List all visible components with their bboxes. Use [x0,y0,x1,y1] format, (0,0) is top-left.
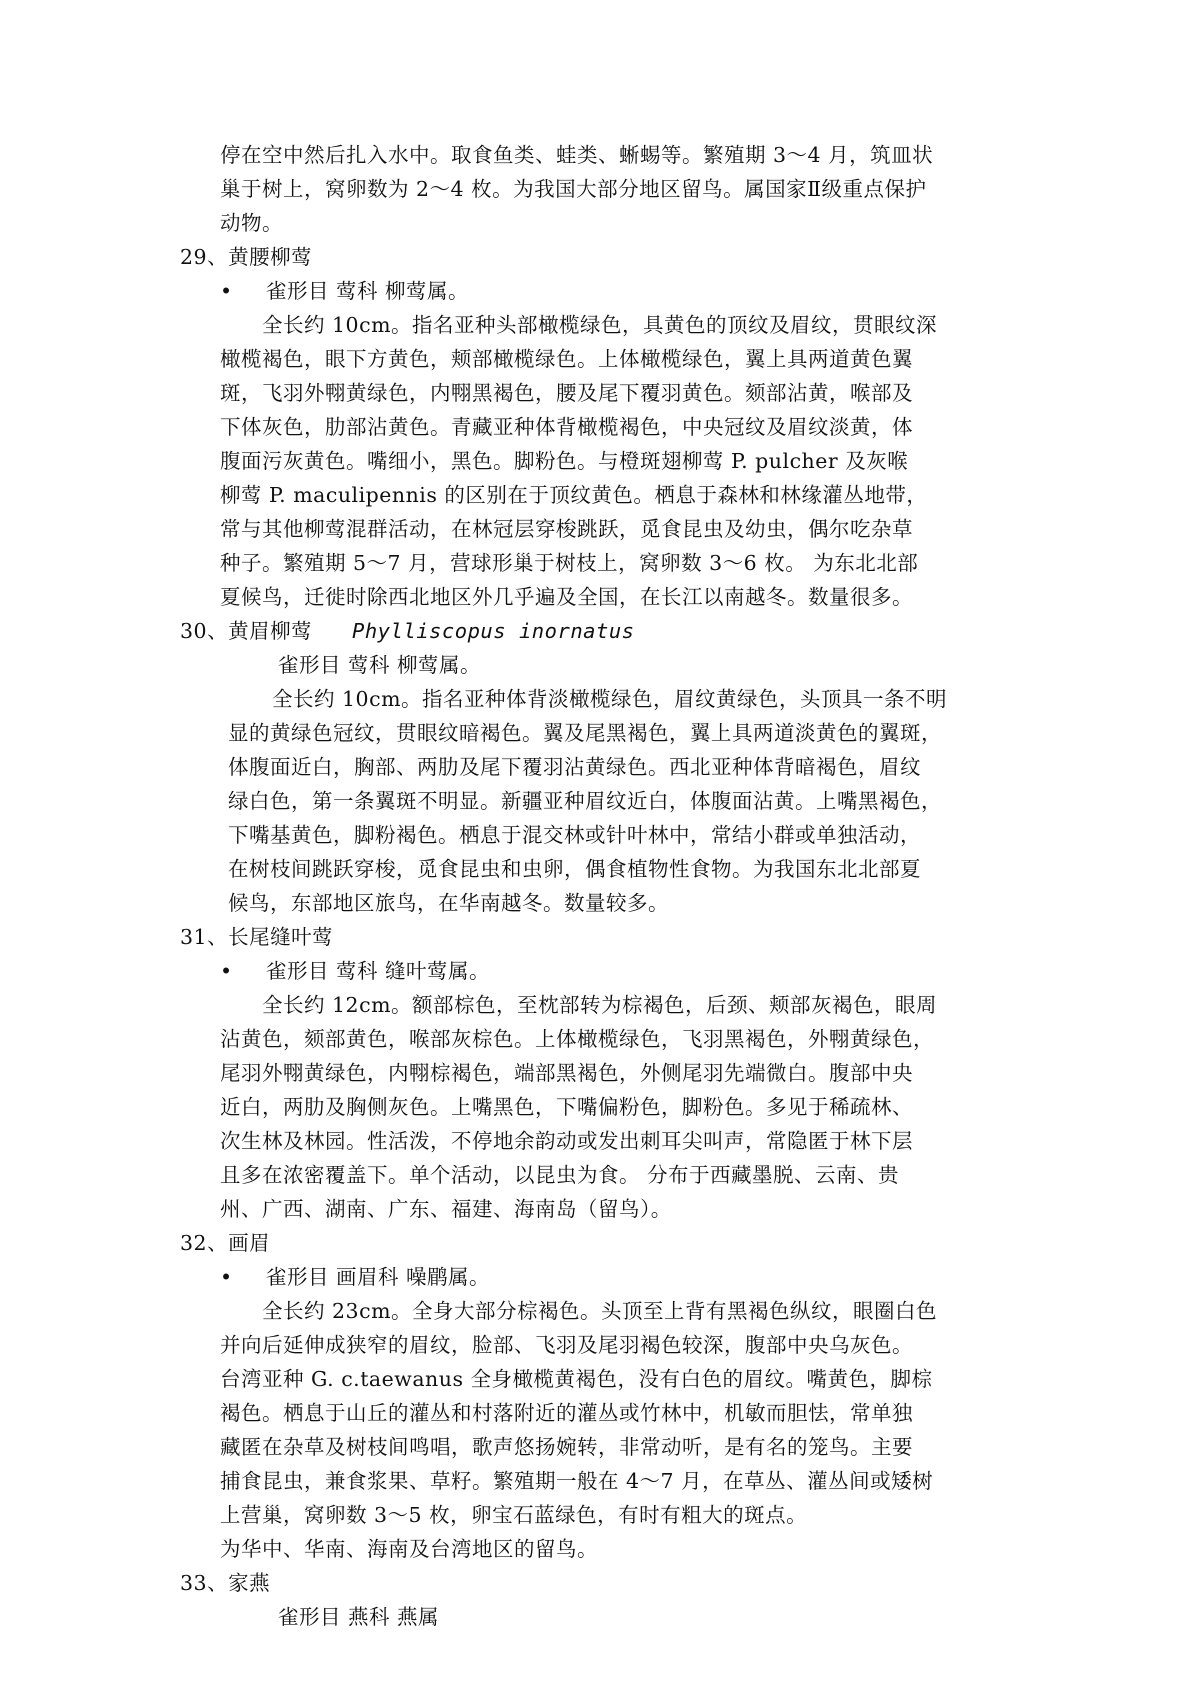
paragraph-line: 全长约 12cm。额部棕色，至枕部转为棕褐色，后颈、颊部灰褐色，眼周 [262,993,938,1017]
paragraph-line: 常与其他柳莺混群活动，在林冠层穿梭跳跃，觅食昆虫及幼虫，偶尔吃杂草 [220,517,913,541]
paragraph-line: 橄榄褐色，眼下方黄色，颊部橄榄绿色。上体橄榄绿色，翼上具两道黄色翼 [220,347,913,371]
paragraph-line: 并向后延伸成狭窄的眉纹，脸部、飞羽及尾羽褐色较深，腹部中央乌灰色。 [220,1333,913,1357]
paragraph-line: 在树枝间跳跃穿梭，觅食昆虫和虫卵，偶食植物性食物。为我国东北北部夏 [228,857,921,881]
paragraph-line: 显的黄绿色冠纹，贯眼纹暗褐色。翼及尾黑褐色，翼上具两道淡黄色的翼斑， [228,721,942,745]
paragraph-line: 种子。繁殖期 5～7 月，营球形巢于树枝上，窝卵数 3～6 枚。 为东北北部 [220,551,919,575]
paragraph-line: 上营巢，窝卵数 3～5 枚，卵宝石蓝绿色，有时有粗大的斑点。 [220,1503,808,1527]
paragraph-line: 绿白色，第一条翼斑不明显。新疆亚种眉纹近白，体腹面沾黄。上嘴黑褐色， [228,789,942,813]
paragraph-line: 斑，飞羽外翈黄绿色，内翈黑褐色，腰及尾下覆羽黄色。颏部沾黄，喉部及 [220,381,913,405]
paragraph-line: 柳莺 P. maculipennis 的区别在于顶纹黄色。栖息于森林和林缘灌丛地带， [220,483,928,507]
paragraph-line: 体腹面近白，胸部、两肋及尾下覆羽沾黄绿色。西北亚种体背暗褐色，眉纹 [228,755,921,779]
bullet-marker: • [220,959,233,983]
paragraph-line: 捕食昆虫，兼食浆果、草籽。繁殖期一般在 4～7 月，在草丛、灌丛间或矮树 [220,1469,934,1493]
paragraph-line: 下体灰色，肋部沾黄色。青藏亚种体背橄榄褐色，中央冠纹及眉纹淡黄，体 [220,415,913,439]
taxonomy-line: 雀形目 画眉科 噪鹛属。 [266,1265,491,1289]
paragraph-line: 巢于树上，窝卵数为 2～4 枚。为我国大部分地区留鸟。属国家Ⅱ级重点保护 [220,177,927,201]
paragraph-line: 全长约 23cm。全身大部分棕褐色。头顶至上背有黑褐色纵纹，眼圈白色 [262,1299,938,1323]
paragraph-line: 腹面污灰黄色。嘴细小，黑色。脚粉色。与橙斑翅柳莺 P. pulcher 及灰喉 [220,449,909,473]
taxonomy-line: 雀形目 莺科 柳莺属。 [266,279,470,303]
paragraph-line: 州、广西、湖南、广东、福建、海南岛（留鸟）。 [220,1197,672,1221]
paragraph-line: 次生林及林园。性活泼，不停地余韵动或发出刺耳尖叫声，常隐匿于林下层 [220,1129,913,1153]
paragraph-line: 台湾亚种 G. c.taewanus 全身橄榄黄褐色，没有白色的眉纹。嘴黄色，脚棕 [220,1367,933,1391]
paragraph-line: 褐色。栖息于山丘的灌丛和村落附近的灌丛或竹林中，机敏而胆怯，常单独 [220,1401,913,1425]
paragraph-line: 候鸟，东部地区旅鸟，在华南越冬。数量较多。 [228,891,669,915]
entry-heading: 30、黄眉柳莺 [180,619,313,643]
paragraph-line: 夏候鸟，迁徙时除西北地区外几乎遍及全国，在长江以南越冬。数量很多。 [220,585,913,609]
taxonomy-line: 雀形目 燕科 燕属 [278,1605,440,1629]
paragraph-line: 尾羽外翈黄绿色，内翈棕褐色，端部黑褐色，外侧尾羽先端微白。腹部中央 [220,1061,913,1085]
paragraph-line: 全长约 10cm。指名亚种头部橄榄绿色，具黄色的顶纹及眉纹，贯眼纹深 [262,313,938,337]
bullet-marker: • [220,1265,233,1289]
paragraph-line: 全长约 10cm。指名亚种体背淡橄榄绿色，眉纹黄绿色，头顶具一条不明 [272,687,948,711]
bullet-marker: • [220,279,233,303]
entry-heading: 29、黄腰柳莺 [180,245,313,269]
paragraph-line: 近白，两肋及胸侧灰色。上嘴黑色，下嘴偏粉色，脚粉色。多见于稀疏林、 [220,1095,913,1119]
taxonomy-line: 雀形目 莺科 柳莺属。 [278,653,482,677]
paragraph-line: 藏匿在杂草及树枝间鸣唱，歌声悠扬婉转，非常动听，是有名的笼鸟。主要 [220,1435,913,1459]
entry-heading: 31、长尾缝叶莺 [180,925,334,949]
paragraph-line: 为华中、华南、海南及台湾地区的留鸟。 [220,1537,598,1561]
paragraph-line: 沾黄色，颏部黄色，喉部灰棕色。上体橄榄绿色，飞羽黑褐色，外翈黄绿色， [220,1027,934,1051]
taxonomy-line: 雀形目 莺科 缝叶莺属。 [266,959,491,983]
paragraph-line: 动物。 [220,211,283,235]
paragraph-line: 且多在浓密覆盖下。单个活动，以昆虫为食。 分布于西藏墨脱、云南、贵 [220,1163,900,1187]
paragraph-line: 停在空中然后扎入水中。取食鱼类、蛙类、蜥蜴等。繁殖期 3～4 月，筑皿状 [220,143,934,167]
entry-heading: 32、画眉 [180,1231,271,1255]
latin-name: Phylliscopus inornatus [352,619,635,643]
paragraph-line: 下嘴基黄色，脚粉褐色。栖息于混交林或针叶林中，常结小群或单独活动， [228,823,921,847]
entry-heading: 33、家燕 [180,1571,271,1595]
